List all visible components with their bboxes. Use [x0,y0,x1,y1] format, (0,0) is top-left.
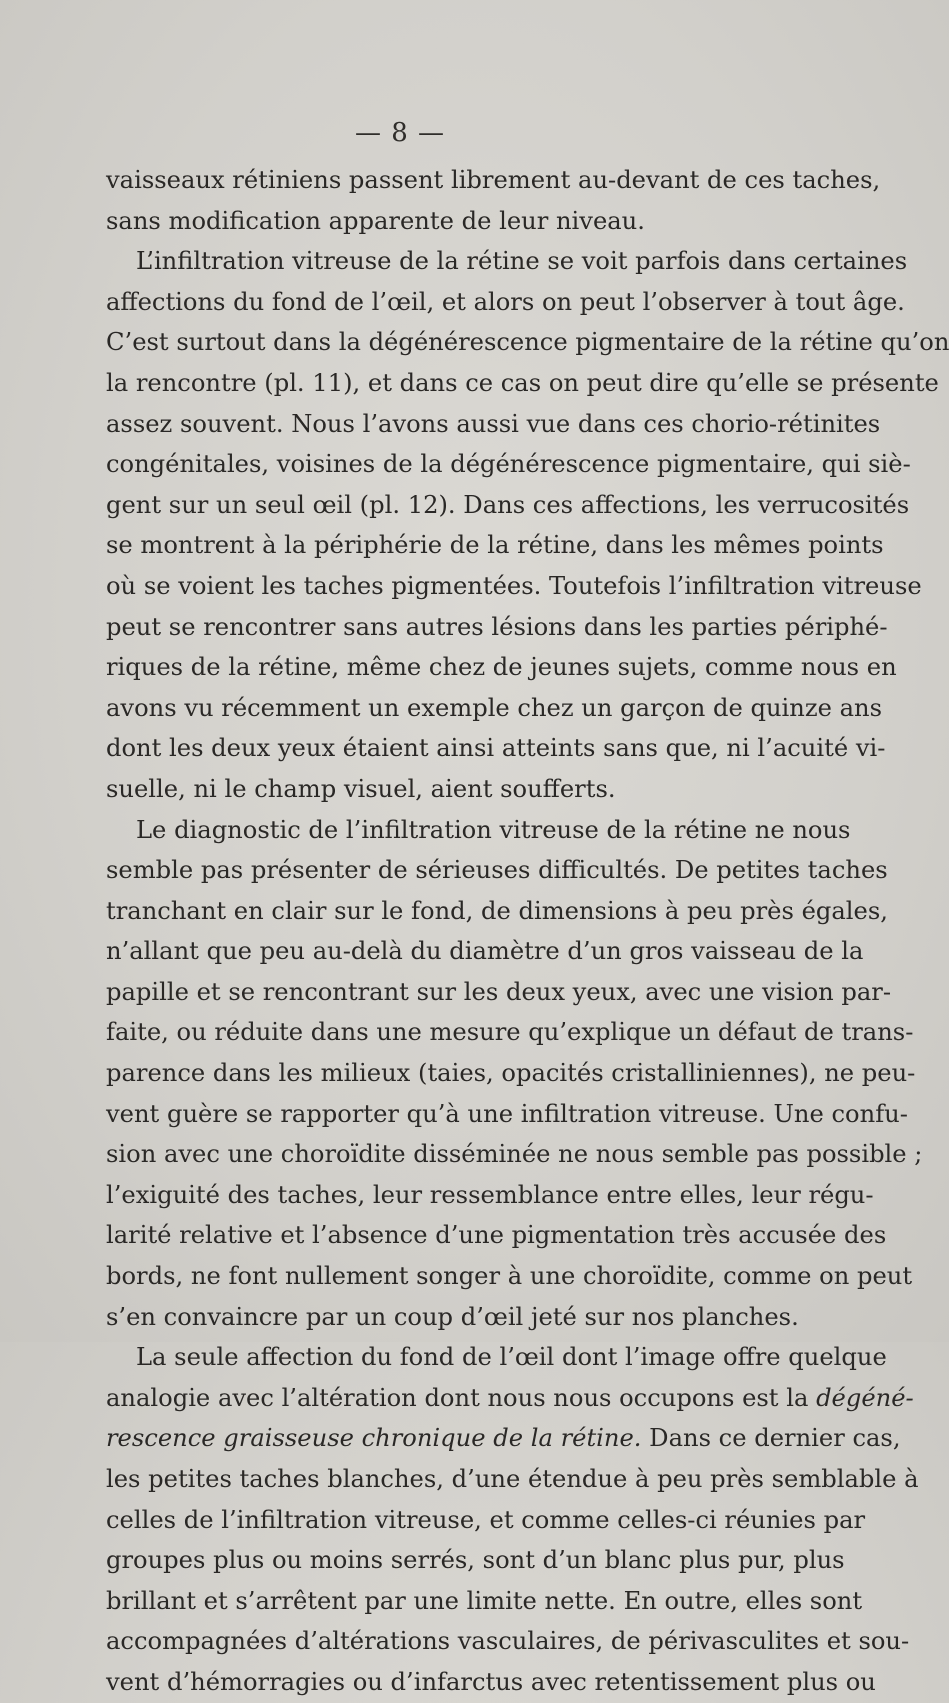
text-line: vaisseaux rétiniens passent librement au-devant de ces taches, [106,166,881,194]
text-segment: analogie avec l’altération dont nous nous occupons est la [106,1383,817,1412]
text-line: sion avec une choroïdite disséminée ne nous semble pas possible ; [106,1140,923,1169]
text-line: sans modification apparente de leur niveau. [106,206,645,235]
text-line: où se voient les taches pigmentées. Toutefois l’infiltration vitreuse [106,571,922,600]
text-line: la rencontre (pl. 11), et dans ce cas on peut dire qu’elle se présente [106,368,939,397]
text-line: brillant et s’arrêtent par une limite nette. En outre, elles sont [106,1586,863,1615]
text-line: s’en convaincre par un coup d’œil jeté sur nos planches. [106,1302,799,1331]
text-line: C’est surtout dans la dégénérescence pigmentaire de la rétine qu’on [106,328,949,357]
text-line: affections du fond de l’œil, et alors on peut l’observer à tout âge. [106,287,905,316]
text-line: bords, ne font nullement songer à une choroïdite, comme on peut [106,1262,913,1291]
text-line: larité relative et l’absence d’une pigmentation très accusée des [106,1221,887,1250]
page-number: — 8 — [354,118,446,148]
text-line: suelle, ni le champ visuel, aient soufferts. [106,774,616,803]
text-line: semble pas présenter de sérieuses difficultés. De petites taches [106,856,888,885]
paragraph-start-line: L’infiltration vitreuse de la rétine se voit parfois dans certaines [136,247,908,276]
text-line: assez souvent. Nous l’avons aussi vue dans ces chorio-rétinites [106,409,881,438]
text-line: celles de l’infiltration vitreuse, et comme celles-ci réunies par [106,1505,866,1534]
text-line: gent sur un seul œil (pl. 12). Dans ces affections, les verrucosités [106,490,910,519]
text-line-with-italic [106,1418,901,1459]
page-body-text [106,160,949,1703]
paragraph-start-line: La seule affection du fond de l’œil dont l’image offre quelque [136,1343,887,1372]
text-line: peut se rencontrer sans autres lésions dans les parties périphé- [106,612,888,641]
text-line: groupes plus ou moins serrés, sont d’un blanc plus pur, plus [106,1546,845,1575]
paragraph-start-line: Le diagnostic de l’infiltration vitreuse de la rétine ne nous [136,815,851,844]
text-line: l’exiguité des taches, leur ressemblance entre elles, leur régu- [106,1180,874,1209]
text-line: accompagnées d’altérations vasculaires, de périvasculites et sou- [106,1627,910,1656]
text-line: vent d’hémorragies ou d’infarctus avec retentissement plus ou [106,1667,876,1696]
text-line: se montrent à la périphérie de la rétine, dans les mêmes points [106,531,884,560]
text-line: n’allant que peu au-delà du diamètre d’un gros vaisseau de la [106,937,864,966]
text-line: riques de la rétine, même chez de jeunes sujets, comme nous en [106,653,897,682]
text-segment: Dans ce dernier cas, [641,1424,901,1453]
text-line: vent guère se rapporter qu’à une infiltration vitreuse. Une confu- [106,1099,908,1128]
text-line: avons vu récemment un exemple chez un garçon de quinze ans [106,693,883,722]
text-line: tranchant en clair sur le fond, de dimensions à peu près égales, [106,896,888,925]
text-line: dont les deux yeux étaient ainsi atteints sans que, ni l’acuité vi- [106,734,886,763]
text-line-with-italic [106,1378,914,1419]
text-line: faite, ou réduite dans une mesure qu’explique un défaut de trans- [106,1018,914,1047]
text-line: parence dans les milieux (taies, opacités cristalliniennes), ne peu- [106,1059,916,1088]
text-line: les petites taches blanches, d’une étendue à peu près semblable à [106,1465,919,1493]
italic-term: rescence graisseuse chronique de la rétine. [106,1424,642,1453]
italic-term: dégéné- [816,1383,914,1412]
text-line: papille et se rencontrant sur les deux yeux, avec une vision par- [106,977,892,1006]
text-line: congénitales, voisines de la dégénérescence pigmentaire, qui siè- [106,450,911,479]
